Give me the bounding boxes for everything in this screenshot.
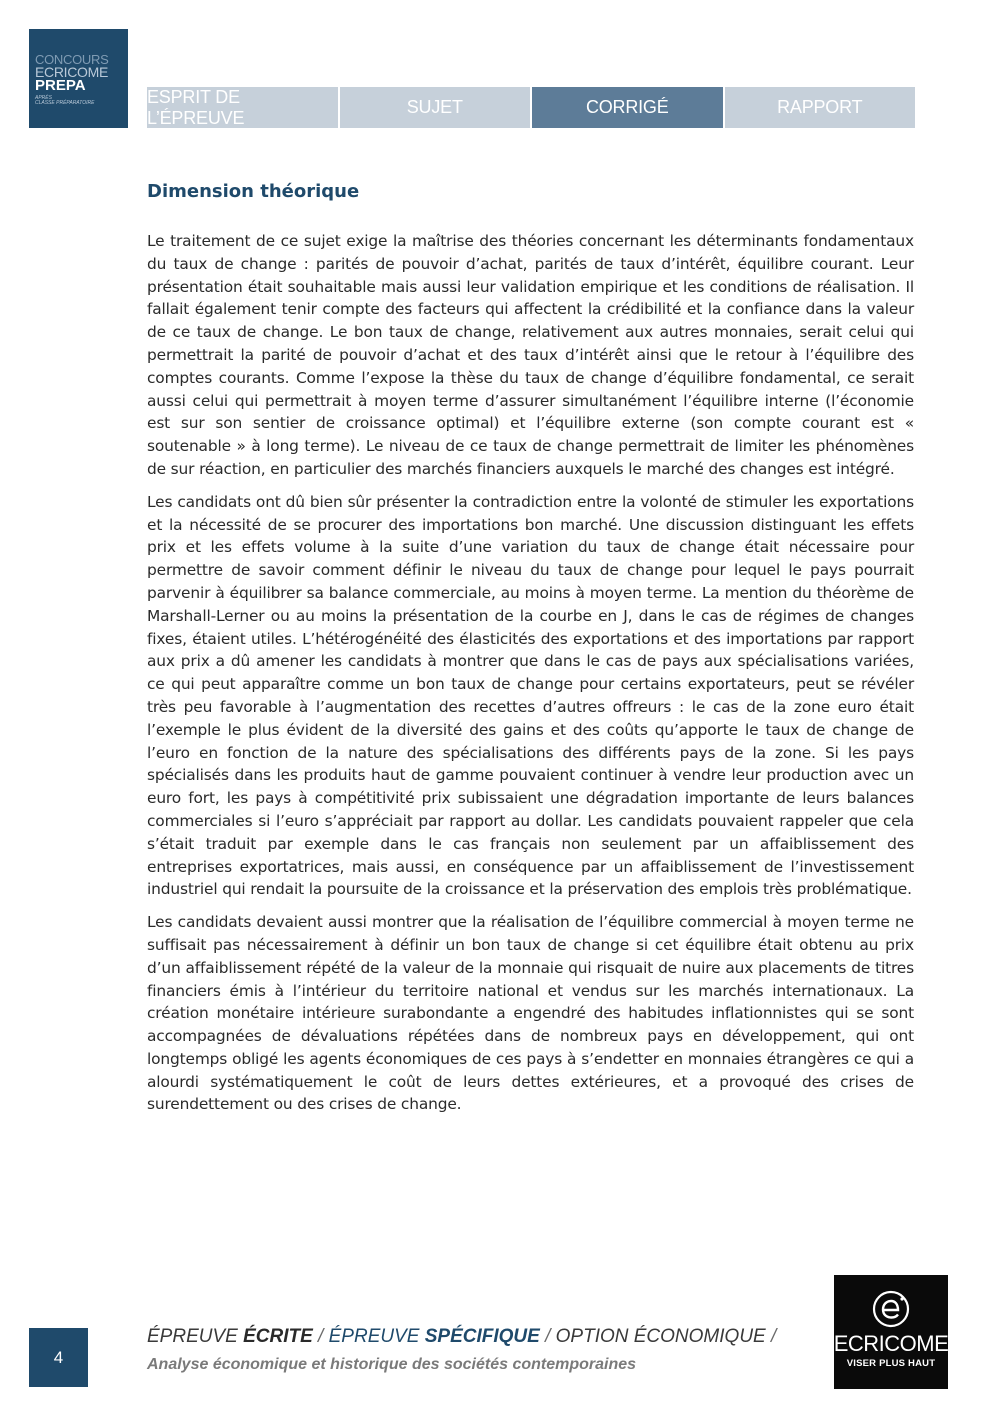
tab-rapport[interactable]: RAPPORT <box>725 87 916 128</box>
footer-specifique: SPÉCIFIQUE <box>424 1326 540 1347</box>
brand-tagline: VISER PLUS HAUT <box>846 1358 936 1369</box>
brand-name: ECRICOME <box>833 1331 949 1356</box>
tab-bar <box>147 87 915 128</box>
footer-ecrite: ÉCRITE <box>243 1326 313 1347</box>
footer-separator: / <box>765 1326 777 1347</box>
section-title: Dimension théorique <box>147 181 360 202</box>
tab-esprit-epreuve[interactable]: ESPRIT DE L’ÉPREUVE <box>147 87 338 128</box>
paragraph: Les candidats ont dû bien sûr présenter la contradiction entre la volonté de stimuler les exportations et la nécessité de se procurer des importations bon marché. Une discussion distinguant les effets prix et les effets volume à la suite d’une variation du taux de change était nécessaire pour permettre de savoir comment définir le niveau du taux de change pour lequel le pays pourrait parvenir à équilibrer sa balance commerciale, au moins à moyen terme. La mention du théorème de Marshall-Lerner ou au moins la présentation de la courbe en J, dans le cas de régimes de changes fixes, étaient utiles. L’hétérogénéité des élasticités des exportations et des importations par rapport aux prix a dû amener les candidats à montrer que dans le cas de pays aux spécialisations variées, ce qui peut apparaître comme un bon taux de change pour certains exportateurs, peut se révéler très peu favorable à l’augmentation des recettes d’autres offreurs : le cas de la zone euro était l’exemple le plus évident de la diversité des gains et des coûts qu’apporte le taux de change de l’euro en fonction de la nature des spécialisations des différents pays de la zone. Si les pays spécialisés dans les produits haut de gamme pouvaient continuer à vendre leur production avec un euro fort, les pays à compétitivité prix subissaient une dégradation importante de leurs balances commerciales si l’euro s’appréciait par rapport au dollar. Les candidats pouvaient rappeler que cela s’était traduit par exemple dans le cas français non seulement par un affaiblissement des entreprises exportatrices, mais aussi, en conséquence par un affaiblissement de l’investissement industriel qui rendait la poursuite de la croissance et la préservation des emplois très problématique. <box>147 492 914 899</box>
logo-line-concours: CONCOURS <box>35 52 109 67</box>
logo-line-ecricome: ECRICOME <box>35 64 109 80</box>
page-number <box>29 1328 88 1387</box>
footer-separator: / <box>539 1326 556 1347</box>
tab-sujet[interactable]: SUJET <box>340 87 531 128</box>
ecricome-e-icon <box>871 1289 911 1329</box>
paragraph: Les candidats devaient aussi montrer que la réalisation de l’équilibre commercial à moyen terme ne suffisait pas nécessairement à définir un bon taux de change si cet équilibre était obtenu au prix d’un affaiblissement répété de la valeur de la monnaie qui risquait de nuire aux placements de titres financiers émis à l’intérieur du territoire national et vendus sur les marchés internationaux. La création monétaire intérieure surabondante a engendré des habitudes inflationnistes qui se sont accompagnées de dévaluations répétées dans de nombreux pays en développement, qui ont longtemps obligé les agents économiques de ces pays à s’endetter en monnaies étrangères ce qui a alourdi systématiquement le coût de leurs dettes extérieures, et a provoqué des crises de surendettement ou des crises de change. <box>147 913 914 1114</box>
footer-subject-line: Analyse économique et historique des sociétés contemporaines <box>147 1356 637 1373</box>
logo-line-prepa: PREPA <box>35 77 86 94</box>
page-number-value: 4 <box>53 1347 64 1367</box>
footer-option: OPTION ÉCONOMIQUE <box>555 1326 766 1347</box>
body-text <box>147 230 914 1126</box>
footer-epreuve: ÉPREUVE <box>147 1326 244 1347</box>
logo-line-classe: CLASSE PRÉPARATOIRE <box>35 100 95 106</box>
logo-line-apres: APRÈS <box>35 95 52 101</box>
footer-epreuve-2: ÉPREUVE <box>328 1326 425 1347</box>
footer-separator: / <box>312 1326 329 1347</box>
concours-logo <box>29 29 128 128</box>
footer-exam-line <box>147 1326 776 1348</box>
ecricome-brand-logo <box>834 1275 948 1389</box>
tab-corrige[interactable]: CORRIGÉ <box>532 87 723 128</box>
paragraph: Le traitement de ce sujet exige la maîtrise des théories concernant les déterminants fondamentaux du taux de change : parités de pouvoir d’achat, parités de taux d’intérêt, équilibre courant. Leur présentation était souhaitable mais aussi leur validation empirique et les conditions de réalisation. Il fallait également tenir compte des facteurs qui affectent la crédibilité et la confiance dans la valeur de ce taux de change. Le bon taux de change, relativement aux autres monnaies, serait celui qui permettrait la parité de pouvoir d’achat et des taux d’intérêt ainsi que le retour à l’équilibre des comptes courants. Comme l’expose la thèse du taux de change d’équilibre fondamental, ce serait aussi celui qui permettrait à moyen terme d’assurer simultanément l’équilibre interne (l’économie est sur son sentier de croissance optimal) et l’équilibre externe (son compte courant est « soutenable » à long terme). Le niveau de ce taux de change permettrait de limiter les phénomènes de sur réaction, en particulier des marchés financiers auxquels le marché des changes est intégré. <box>147 232 914 478</box>
